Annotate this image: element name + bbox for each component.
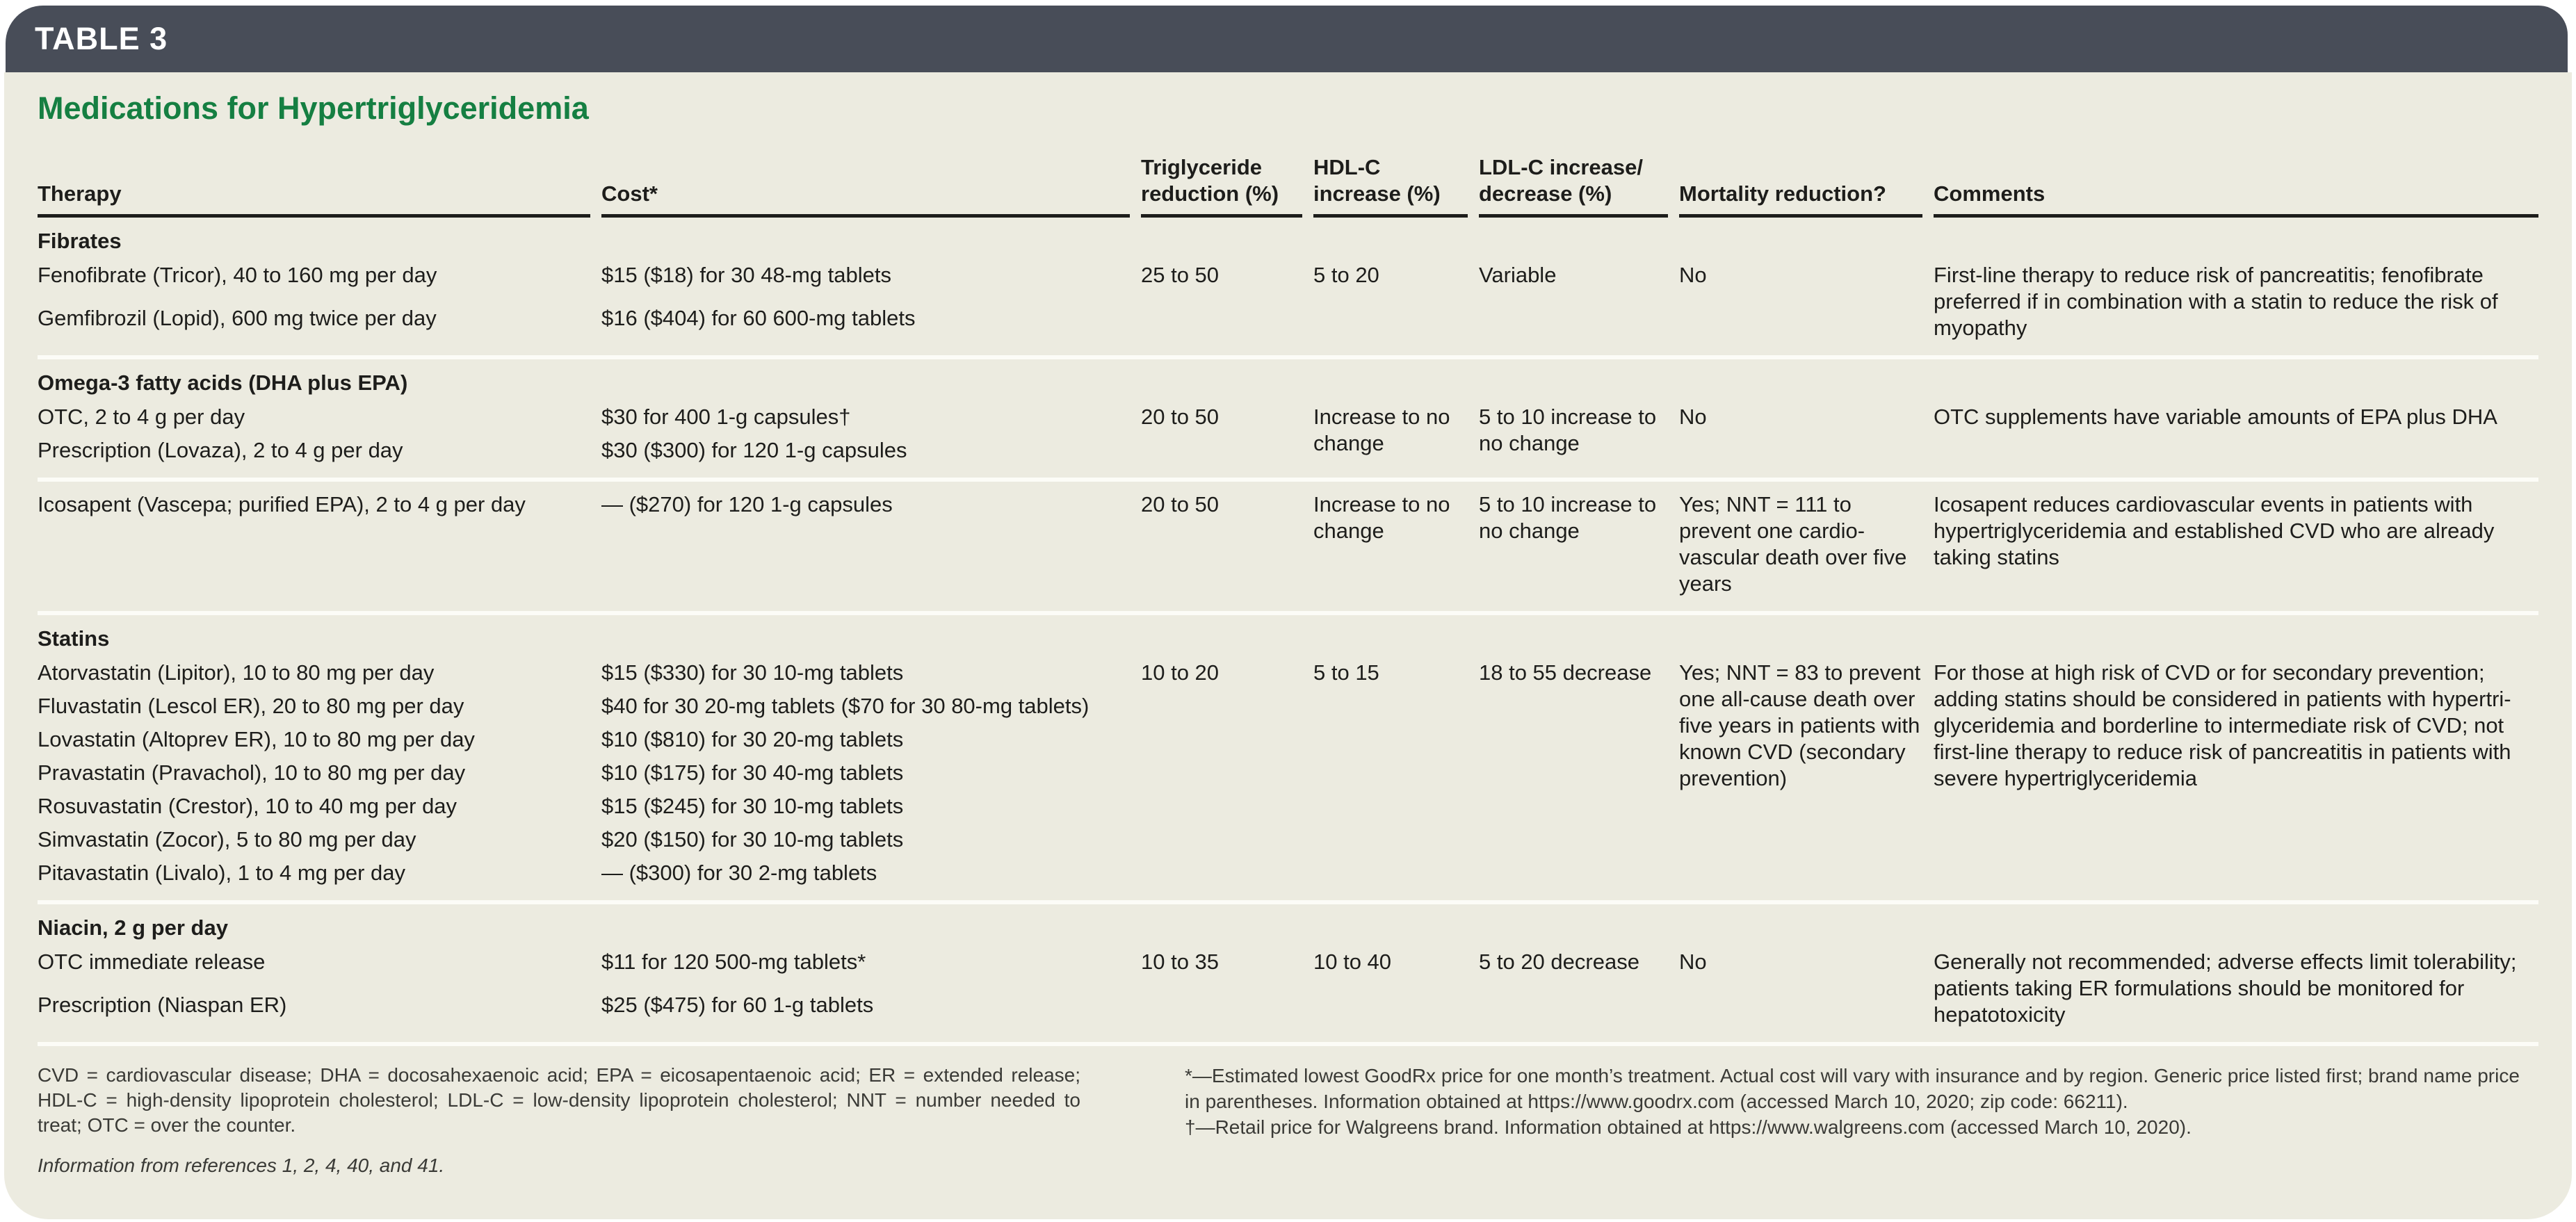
hdl-value: 10 to 40 (1313, 950, 1392, 974)
mortality-value: No (1679, 405, 1707, 429)
cost-cell: $15 ($245) for 30 10-mg tablets (601, 794, 904, 818)
comments-value: Generally not recommended; adverse effects limit tolerability; patients taking ER formulations should be monitored for hepatotoxicity (1934, 950, 2517, 1027)
therapy-cell: Gemfibrozil (Lopid), 600 mg twice per day (38, 306, 437, 330)
triglyceride-value: 10 to 35 (1141, 950, 1220, 974)
cost-cell: $15 ($18) for 30 48-mg tablets (601, 263, 892, 287)
therapy-cell: OTC immediate release (38, 950, 266, 974)
cost-cell: — ($270) for 120 1-g capsules (601, 492, 893, 516)
col-header-line: Therapy (38, 181, 122, 206)
col-header-cost (601, 154, 1130, 218)
triglyceride-value: 20 to 50 (1141, 492, 1220, 516)
cost-cell: $10 ($175) for 30 40-mg tablets (601, 760, 904, 785)
section-header: Niacin, 2 g per day (38, 915, 228, 940)
therapy-cell: OTC, 2 to 4 g per day (38, 405, 245, 429)
hdl-value: Increase to no change (1313, 405, 1450, 455)
col-header-hdl-increase (1313, 154, 1468, 218)
col-header-line: HDL-C (1313, 155, 1381, 179)
section-statins (38, 611, 2538, 900)
section-fibrates (38, 218, 2538, 355)
therapy-cell: Fenofibrate (Tricor), 40 to 160 mg per day (38, 263, 437, 287)
col-header-line: Triglyceride (1141, 155, 1263, 179)
comments-value: For those at high risk of CVD or for secondary prevention; adding statins should be considered in patients with hypertriglyceridemia and borderline to intermediate risk of CVD; not first-line therapy to reduce risk of pancreatitis in patients with severe hypertriglyceridemia (1934, 660, 2511, 790)
col-header-therapy (38, 154, 590, 218)
column-header-row (38, 154, 2538, 218)
therapy-cell: Icosapent (Vascepa; purified EPA), 2 to 4 g per day (38, 492, 526, 516)
cost-cell: $11 for 120 500-mg tablets* (601, 950, 866, 974)
ldl-value: Variable (1479, 263, 1557, 287)
comments-value: Icosapent reduces cardiovascular events in patients with hypertriglyceridemia and established CVD who are already taking statins (1934, 492, 2495, 569)
col-header-line: Comments (1934, 181, 2046, 206)
col-header-line: LDL-C increase/ (1479, 155, 1644, 179)
hdl-value: 5 to 15 (1313, 660, 1379, 685)
mortality-value: Yes; NNT = 111 to prevent one cardiovascular death over five years (1679, 492, 1907, 596)
col-header-line: increase (%) (1313, 181, 1441, 206)
section-icosapent (38, 478, 2538, 611)
cost-cell: $16 ($404) for 60 600-mg tablets (601, 306, 916, 330)
hdl-value: 5 to 20 (1313, 263, 1379, 287)
table-title: Medications for Hypertriglyceridemia (38, 90, 589, 126)
therapy-cell: Pravastatin (Pravachol), 10 to 80 mg per day (38, 760, 466, 785)
therapy-cell: Simvastatin (Zocor), 5 to 80 mg per day (38, 827, 416, 852)
col-header-ldl-change (1479, 154, 1668, 218)
comments-value: OTC supplements have variable amounts of EPA plus DHA (1934, 405, 2497, 429)
therapy-cell: Fluvastatin (Lescol ER), 20 to 80 mg per day (38, 694, 464, 718)
ldl-value: 18 to 55 decrease (1479, 660, 1652, 685)
mortality-value: No (1679, 263, 1707, 287)
table-number-label: TABLE 3 (35, 21, 168, 56)
mortality-value: Yes; NNT = 83 to prevent one all-cause death over five years in patients with known CVD (secondary prevention) (1679, 660, 1921, 790)
ldl-value: 5 to 20 decrease (1479, 950, 1639, 974)
therapy-cell: Rosuvastatin (Crestor), 10 to 40 mg per day (38, 794, 457, 818)
triglyceride-value: 25 to 50 (1141, 263, 1220, 287)
col-header-comments (1934, 154, 2538, 218)
col-header-line: decrease (%) (1479, 181, 1612, 206)
cost-cell: $30 for 400 1-g capsules† (601, 405, 851, 429)
abbreviation-key: CVD = cardiovascular disease; DHA = docosahexaenoic acid; EPA = eicosapentaenoic acid; ER = extended release; HDL-C = high-density lipoprotein cholesterol; LDL-C = low-density lipoprotein cholesterol; NNT = number needed to treat; OTC = over the counter. (38, 1064, 1080, 1136)
cost-cell: $10 ($810) for 30 20-mg tablets (601, 727, 904, 751)
therapy-cell: Pitavastatin (Livalo), 1 to 4 mg per day (38, 861, 405, 885)
source-line: Information from references 1, 2, 4, 40, and 41. (38, 1155, 445, 1176)
section-header: Fibrates (38, 229, 122, 253)
col-header-line: Cost* (601, 181, 658, 206)
col-header-line: Mortality reduction? (1679, 181, 1886, 206)
section-header: Omega-3 fatty acids (DHA plus EPA) (38, 370, 408, 395)
asterisk-note: *—Estimated lowest GoodRx price for one month’s treatment. Actual cost will vary with insurance and by region. Generic price listed first; brand name price in parentheses. Information obtained at https://www.goodrx.com (accessed March 10, 2020; zip code: 66211). (1185, 1065, 2520, 1112)
col-header-mortality (1679, 154, 1922, 218)
ldl-value: 5 to 10 increase to no change (1479, 492, 1657, 543)
section-omega3 (38, 355, 2538, 478)
cost-cell: $40 for 30 20-mg tablets ($70 for 30 80-mg tablets) (601, 694, 1089, 718)
cost-cell: $30 ($300) for 120 1-g capsules (601, 438, 907, 462)
cost-cell: $15 ($330) for 30 10-mg tablets (601, 660, 904, 685)
therapy-cell: Atorvastatin (Lipitor), 10 to 80 mg per day (38, 660, 435, 685)
section-header: Statins (38, 626, 110, 651)
footnote-right-column (1185, 1063, 2538, 1178)
therapy-cell: Lovastatin (Altoprev ER), 10 to 80 mg per day (38, 727, 475, 751)
comments-value: First-line therapy to reduce risk of pancreatitis; fenofibrate preferred if in combination with a statin to reduce the risk of myopathy (1934, 263, 2498, 340)
ldl-value: 5 to 10 increase to no change (1479, 405, 1657, 455)
section-niacin (38, 900, 2538, 1042)
col-header-triglyceride-reduction (1141, 154, 1302, 218)
triglyceride-value: 10 to 20 (1141, 660, 1220, 685)
cost-cell: — ($300) for 30 2-mg tablets (601, 861, 877, 885)
therapy-cell: Prescription (Lovaza), 2 to 4 g per day (38, 438, 403, 462)
mortality-value: No (1679, 950, 1707, 974)
footnote-left-column (38, 1063, 1080, 1178)
col-header-line: reduction (%) (1141, 181, 1279, 206)
table-number-bar (6, 6, 2568, 72)
hdl-value: Increase to no change (1313, 492, 1450, 543)
cost-cell: $25 ($475) for 60 1-g tablets (601, 993, 874, 1017)
footnote-gap (1080, 1063, 1185, 1178)
cost-cell: $20 ($150) for 30 10-mg tablets (601, 827, 904, 852)
footnotes (38, 1042, 2538, 1199)
table-card (4, 72, 2572, 1219)
dagger-note: †—Retail price for Walgreens brand. Information obtained at https://www.walgreens.com (accessed March 10, 2020). (1185, 1116, 2192, 1138)
therapy-cell: Prescription (Niaspan ER) (38, 993, 287, 1017)
triglyceride-value: 20 to 50 (1141, 405, 1220, 429)
